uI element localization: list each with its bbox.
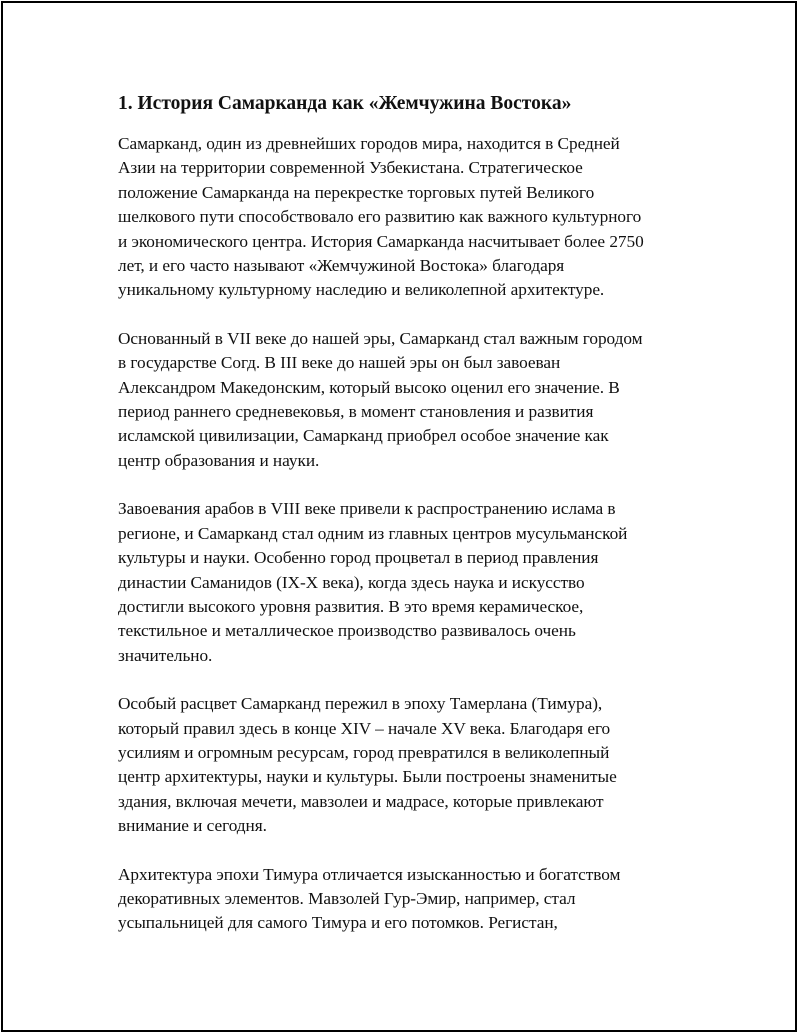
text-line: Особый расцвет Самарканд пережил в эпоху Тамерлана (Тимура), <box>118 694 603 714</box>
text-line: Азии на территории современной Узбекистана. Стратегическое <box>118 158 583 178</box>
text-line: усилиям и огромным ресурсам, город превратился в великолепный <box>118 742 610 762</box>
text-line: Самарканд, один из древнейших городов мира, находится в Средней <box>118 134 620 153</box>
text-line: и экономического центра. История Самарканда насчитывает более 2750 <box>118 231 644 251</box>
text-line: положение Самарканда на перекрестке торговых путей Великого <box>118 182 595 202</box>
paragraph-1 <box>118 132 698 303</box>
text-line: лет, и его часто называют «Жемчужиной Востока» благодаря <box>118 256 565 276</box>
text-line: Архитектура эпохи Тимура отличается изысканностью и богатством <box>118 864 621 884</box>
paragraph-5 <box>118 863 698 936</box>
text-line: центр архитектуры, науки и культуры. Были построены знаменитые <box>118 767 617 787</box>
text-line: регионе, и Самарканд стал одним из главных центров мусульманской <box>118 523 628 543</box>
paragraph-4 <box>118 692 698 838</box>
text-line: шелкового пути способствовало его развитию как важного культурного <box>118 207 642 227</box>
text-line: Основанный в VII веке до нашей эры, Самарканд стал важным городом <box>118 328 643 348</box>
text-line: который правил здесь в конце XIV – начале XV века. Благодаря его <box>118 718 611 738</box>
document-body <box>118 90 698 960</box>
text-line: в государстве Согд. В III веке до нашей эры он был завоеван <box>118 353 561 373</box>
text-line: культуры и науки. Особенно город процветал в период правления <box>118 548 599 568</box>
text-line: значительно. <box>118 645 213 665</box>
text-line: здания, включая мечети, мавзолеи и мадрасе, которые привлекают <box>118 791 604 811</box>
paragraph-3 <box>118 497 698 668</box>
text-line: усыпальницей для самого Тимура и его потомков. Регистан, <box>118 913 558 933</box>
text-line: декоративных элементов. Мавзолей Гур-Эмир, например, стал <box>118 888 576 908</box>
text-line: Александром Македонским, который высоко оценил его значение. В <box>118 377 620 397</box>
paragraph-2 <box>118 327 698 473</box>
text-line: династии Саманидов (IX-X века), когда здесь наука и искусство <box>118 572 585 592</box>
text-line: центр образования и науки. <box>118 450 320 470</box>
text-line: достигли высокого уровня развития. В это время керамическое, <box>118 596 584 616</box>
text-line: период раннего средневековья, в момент становления и развития <box>118 402 594 422</box>
text-line: Завоевания арабов в VIII веке привели к распространению ислама в <box>118 499 616 519</box>
text-line: внимание и сегодня. <box>118 816 267 836</box>
section-heading: 1. История Самарканда как «Жемчужина Востока» <box>118 93 572 114</box>
text-line: уникальному культурному наследию и великолепной архитектуре. <box>118 280 605 300</box>
text-line: исламской цивилизации, Самарканд приобрел особое значение как <box>118 426 609 446</box>
text-line: текстильное и металлическое производство развивалось очень <box>118 621 576 641</box>
